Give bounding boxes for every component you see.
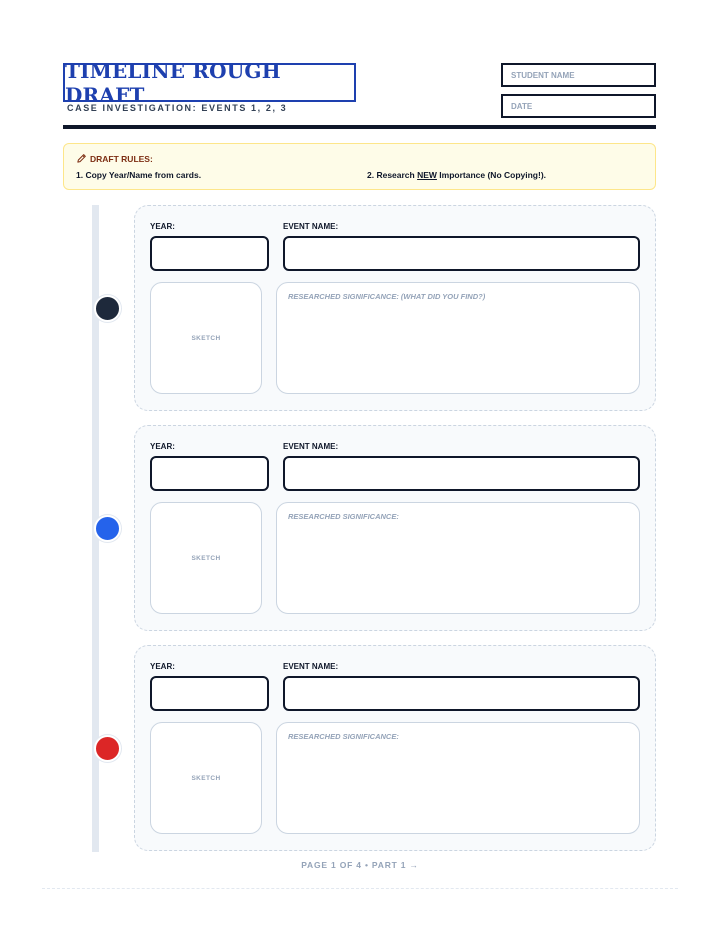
event-name-input[interactable] [283, 456, 640, 491]
sketch-label: SKETCH [191, 334, 221, 342]
event-card-1 [134, 205, 656, 411]
event-name-input[interactable] [283, 676, 640, 711]
year-label: YEAR: [150, 222, 175, 231]
event-card-3 [134, 645, 656, 851]
draft-rules-label: DRAFT RULES: [90, 153, 153, 164]
year-input[interactable] [150, 456, 269, 491]
date-field[interactable]: DATE [501, 94, 656, 118]
header-divider [63, 125, 656, 129]
significance-label: RESEARCHED SIGNIFICANCE: [288, 732, 399, 741]
footer-divider [42, 888, 678, 889]
significance-box[interactable] [276, 502, 640, 614]
event-name-label: EVENT NAME: [283, 222, 339, 231]
page-subtitle: CASE INVESTIGATION: EVENTS 1, 2, 3 [67, 103, 288, 113]
sketch-box[interactable] [150, 282, 262, 394]
sketch-box[interactable] [150, 722, 262, 834]
timeline-dot-1 [94, 295, 121, 322]
event-name-label: EVENT NAME: [283, 662, 339, 671]
sketch-label: SKETCH [191, 554, 221, 562]
draft-rules-heading [76, 153, 153, 164]
page-indicator: PAGE 1 OF 4 • PART 1 → [301, 860, 419, 870]
pencil-icon [76, 153, 87, 164]
year-input[interactable] [150, 676, 269, 711]
event-card-2 [134, 425, 656, 631]
student-name-field[interactable]: STUDENT NAME [501, 63, 656, 87]
significance-box[interactable] [276, 722, 640, 834]
event-name-input[interactable] [283, 236, 640, 271]
significance-box[interactable] [276, 282, 640, 394]
event-name-label: EVENT NAME: [283, 442, 339, 451]
rule-1: 1. Copy Year/Name from cards. [76, 170, 202, 180]
significance-label: RESEARCHED SIGNIFICANCE: (WHAT DID YOU FIND?) [288, 292, 486, 301]
rule-2: 2. Research NEW Importance (No Copying!). [367, 170, 547, 180]
title-box [63, 58, 356, 107]
sketch-box[interactable] [150, 502, 262, 614]
timeline-dot-3 [94, 735, 121, 762]
draft-rules-box [63, 143, 656, 190]
year-input[interactable] [150, 236, 269, 271]
sketch-label: SKETCH [191, 774, 221, 782]
year-label: YEAR: [150, 442, 175, 451]
significance-label: RESEARCHED SIGNIFICANCE: [288, 512, 399, 521]
timeline-dot-2 [94, 515, 121, 542]
page-title: TIMELINE ROUGH DRAFT [65, 58, 281, 107]
year-label: YEAR: [150, 662, 175, 671]
